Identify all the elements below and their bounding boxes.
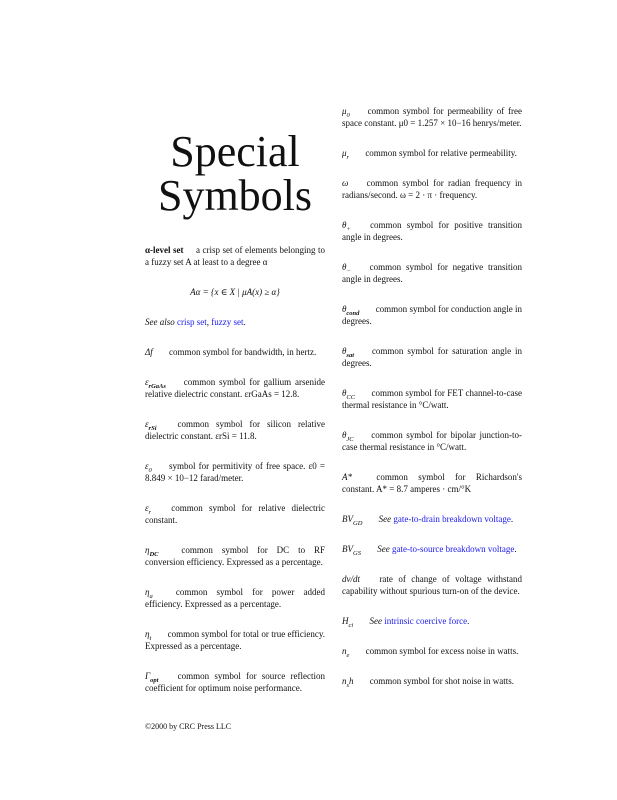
entry-delta-f: Δf common symbol for bandwidth, in hertz. — [145, 347, 317, 357]
entry-dv-dt: dv/dt rate of change of voltage withstand capability without spurious turn-on of the device. — [342, 574, 523, 596]
intrinsic-coercive-force-link[interactable]: intrinsic coercive force — [384, 616, 468, 626]
entry-theta-jc: $\theta_{JC}$ common symbol for bipolar junction-to-case thermal resistance in °C/watt. — [342, 430, 522, 452]
entry-alpha-level-set: α-level set a crisp set of elements belonging to a fuzzy set A at least to a degree α — [145, 245, 326, 267]
entry-mu-0: $\mu_0$ common symbol for permeability of free space constant. μ0 = 1.257 × 10−16 henrys/meter. — [342, 106, 522, 128]
right-column — [342, 105, 522, 705]
entry-omega: ω common symbol for radian frequency in radians/second. ω = 2 · π · frequency. — [342, 178, 522, 200]
entry-n-e: $n_e$ common symbol for excess noise in watts. — [342, 646, 519, 659]
entry-epsilon-rgaas: $\varepsilon_{rGaAs}$ common symbol for gallium arsenide relative dielectric constant. εrGaAs = 12.8. — [145, 377, 325, 399]
entry-theta-cond: $\theta_{cond}$ common symbol for conduction angle in degrees. — [342, 304, 522, 326]
entry-mu-r: $\mu_r$ common symbol for relative permeability. — [342, 148, 517, 161]
entry-epsilon-0: $\varepsilon_0$ symbol for permitivity of free space. ε0 = 8.849 × 10−12 farad/meter. — [145, 461, 325, 483]
copyright-footer: ©2000 by CRC Press LLC — [145, 722, 232, 731]
entry-h-ci: $H_{ci}$ See intrinsic coercive force. — [342, 616, 470, 629]
entry-eta-t: $\eta_t$ common symbol for total or true efficiency. Expressed as a percentage. — [145, 629, 325, 651]
entry-theta-sat: $\theta_{sat}$ common symbol for saturation angle in degrees. — [342, 346, 522, 368]
entry-gamma-opt: $\Gamma_{opt}$ common symbol for source reflection coefficient for optimum noise performance. — [145, 671, 325, 693]
entry-theta-cc: $\theta_{CC}$ common symbol for FET channel-to-case thermal resistance in °C/watt. — [342, 388, 522, 410]
entry-theta-minus: $\theta_-$ common symbol for negative transition angle in degrees. — [342, 262, 522, 284]
entry-epsilon-rsi: $\varepsilon_{rSi}$ common symbol for silicon relative dielectric constant. εrSi = 11.8. — [145, 419, 326, 441]
entry-bv-gs: $BV_{GS}$ See gate-to-source breakdown voltage. — [342, 544, 517, 557]
entry-eta-dc: $\eta_{DC}$ common symbol for DC to RF conversion efficiency. Expressed as a percentage. — [145, 545, 325, 567]
alpha-formula: Aα = {x ∈ X | μA(x) ≥ α} — [190, 287, 280, 297]
page-title: Special Symbols — [157, 127, 313, 220]
fuzzy-set-link[interactable]: fuzzy set — [211, 317, 244, 327]
left-column — [145, 127, 326, 712]
entry-n-s-h: $n_sh$ common symbol for shot noise in watts. — [342, 676, 515, 689]
crisp-set-link[interactable]: crisp set — [177, 317, 207, 327]
entry-theta-plus: $\theta_+$ common symbol for positive transition angle in degrees. — [342, 220, 523, 242]
entry-see-also: See also crisp set, fuzzy set. — [145, 317, 246, 327]
entry-eta-a: $\eta_a$ common symbol for power added efficiency. Expressed as a percentage. — [145, 587, 326, 609]
entry-a-star: A* common symbol for Richardson's constant. A* = 8.7 amperes · cm/°K — [342, 472, 523, 494]
entry-epsilon-r: $\varepsilon_r$ common symbol for relative dielectric constant. — [145, 503, 326, 525]
gate-to-drain-link[interactable]: gate-to-drain breakdown voltage — [393, 514, 511, 524]
entry-bv-gd: $BV_{GD}$ See gate-to-drain breakdown voltage. — [342, 514, 514, 527]
gate-to-source-link[interactable]: gate-to-source breakdown voltage — [391, 544, 515, 554]
